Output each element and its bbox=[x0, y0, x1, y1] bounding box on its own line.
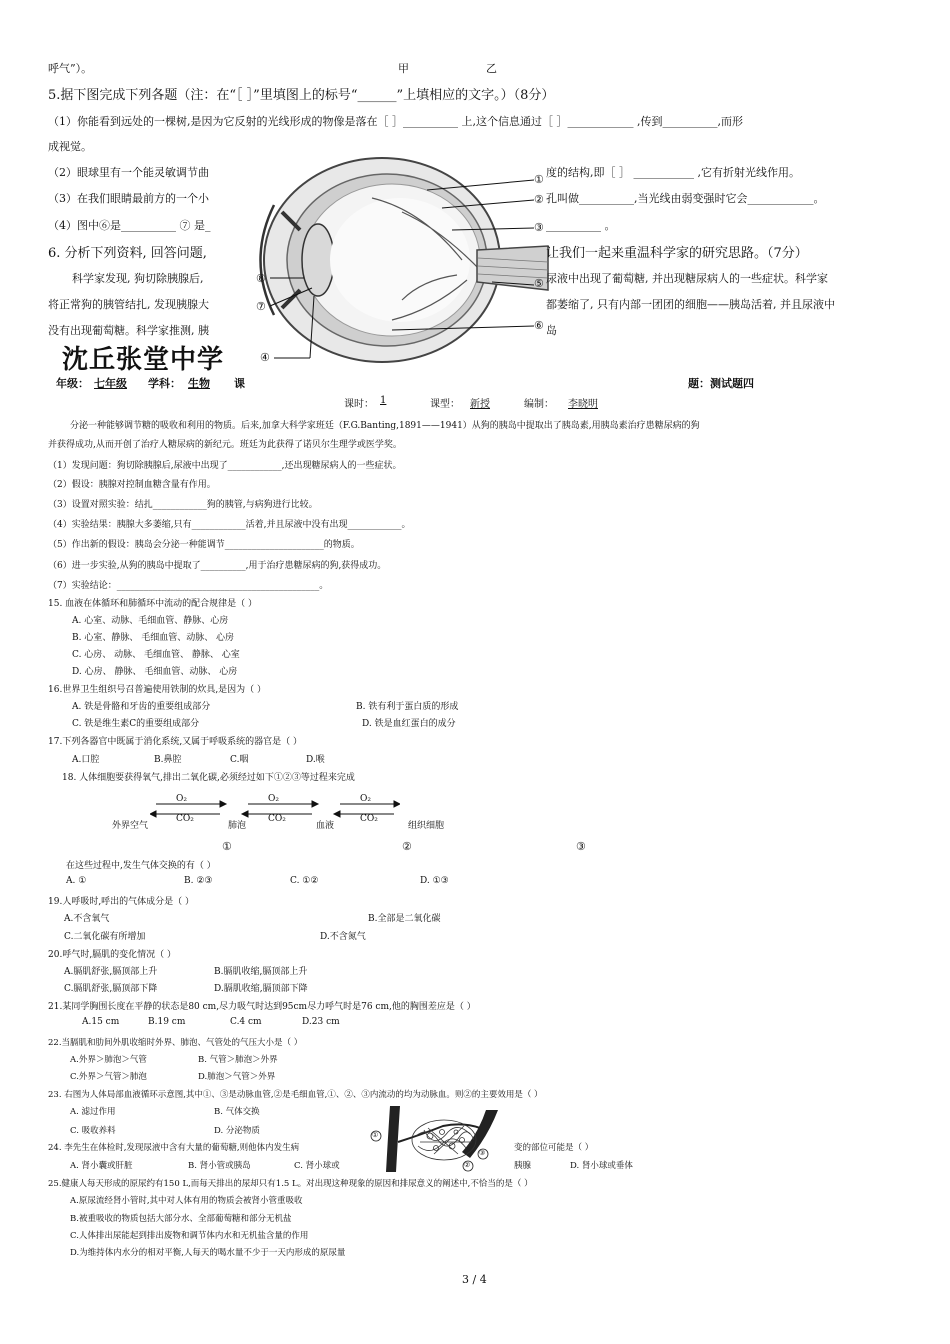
eye-label-1: ① bbox=[534, 173, 544, 186]
process-2-label: ② bbox=[402, 840, 412, 853]
q19-stem: 19.人呼吸时,呼出的气体成分是（ ） bbox=[48, 897, 195, 907]
q6-line2-left: 将正常狗的胰管结扎, 发现胰腺大 bbox=[48, 298, 209, 311]
lesson-label: 课 bbox=[234, 377, 245, 390]
period-value: 1 bbox=[380, 395, 387, 406]
q25-option-d: D.为维持体内水分的相对平衡,人每天的喝水量不少于一天内形成的原尿量 bbox=[70, 1248, 346, 1258]
q6-line1-left: 科学家发现, 狗切除胰腺后, bbox=[72, 272, 204, 285]
grade-label: 年级： bbox=[56, 377, 89, 390]
q23-option-d: D. 分泌物质 bbox=[214, 1126, 260, 1136]
eye-label-8: ⑧ bbox=[256, 272, 266, 285]
q6-line3-left: 没有出现葡萄糖。科学家推测, 胰 bbox=[48, 324, 209, 337]
process-1-label: ① bbox=[222, 840, 232, 853]
label-jia: 甲 bbox=[398, 62, 409, 75]
q23-option-c: C. 吸收养料 bbox=[70, 1126, 116, 1136]
fig-label-2: ② bbox=[464, 1161, 471, 1169]
q25-option-a: A.原尿流经肾小管时,其中对人体有用的物质会被肾小管重吸收 bbox=[70, 1196, 303, 1206]
school-name: 沈丘张堂中学 bbox=[62, 345, 225, 375]
q24-option-d: D. 肾小球或垂体 bbox=[570, 1161, 633, 1171]
q5-part1: （1）你能看到远处的一棵树,是因为它反射的光线形成的物像是落在［ ］__________ 上,这个信息通过［ ］____________ ,传到__________,而形 bbox=[48, 115, 743, 128]
grade-value: 七年级 bbox=[94, 377, 127, 390]
page-number: 3 / 4 bbox=[462, 1273, 487, 1286]
q16-option-a: A. 铁是骨骼和牙齿的重要组成部分 bbox=[72, 702, 211, 712]
q17-option-b: B.鼻腔 bbox=[154, 755, 182, 765]
q5-part3-left: （3）在我们眼睛最前方的一个小 bbox=[48, 192, 209, 205]
q5-part3-right: 孔叫做__________,当光线由弱变强时它会____________。 bbox=[546, 192, 825, 205]
q18-option-d: D. ①③ bbox=[420, 876, 449, 886]
passage-step-1: （1）发现问题：狗切除胰腺后,尿液中出现了____________,还出现糖尿病人的一些症状。 bbox=[48, 461, 402, 471]
q19-option-d: D.不含氮气 bbox=[320, 932, 366, 942]
q24-option-a: A. 肾小囊或肝脏 bbox=[70, 1161, 133, 1171]
o2-label-3: O₂ bbox=[360, 794, 371, 804]
q22-option-d: D.肺泡＞气管＞外界 bbox=[198, 1072, 276, 1082]
q21-stem: 21.某同学胸围长度在平静的状态是80 cm,尽力吸气时达到95cm尽力呼气时是76 cm,他的胸围差应是（ ） bbox=[48, 1002, 476, 1012]
alveoli-label: 肺泡 bbox=[228, 821, 247, 831]
fig-label-3: ③ bbox=[479, 1149, 486, 1157]
q22-option-c: C.外界＞气管＞肺泡 bbox=[70, 1072, 147, 1082]
o2-label-1: O₂ bbox=[176, 794, 187, 804]
q15-option-a: A. 心室、动脉、毛细血管、静脉、心房 bbox=[72, 616, 229, 626]
q15-stem: 15. 血液在体循环和肺循环中流动的配合规律是（ ） bbox=[48, 599, 258, 609]
passage-step-2: （2）假设：胰腺对控制血糖含量有作用。 bbox=[48, 480, 216, 490]
q17-option-c: C.咽 bbox=[230, 755, 249, 765]
q16-option-b: B. 铁有利于蛋白质的形成 bbox=[356, 702, 459, 712]
q15-option-d: D. 心房、 静脉、 毛细血管、动脉、 心房 bbox=[72, 667, 238, 677]
q19-option-c: C.二氧化碳有所增加 bbox=[64, 932, 146, 942]
q17-stem: 17.下列各器官中既属于消化系统,又属于呼吸系统的器官是（ ） bbox=[48, 737, 303, 747]
passage-step-7: （7）实验结论：_____________________________________________。 bbox=[48, 581, 329, 591]
co2-label-1: CO₂ bbox=[176, 814, 194, 824]
q21-option-d: D.23 cm bbox=[302, 1017, 340, 1027]
eye-label-3: ③ bbox=[534, 221, 544, 234]
q19-option-a: A.不含氧气 bbox=[64, 914, 110, 924]
capillary-diagram bbox=[368, 1106, 518, 1172]
subject-value: 生物 bbox=[188, 377, 210, 390]
q16-option-c: C. 铁是维生素C的重要组成部分 bbox=[72, 719, 200, 729]
q20-option-c: C.膈肌舒张,膈顶部下降 bbox=[64, 984, 158, 994]
q6-title-left: 6. 分析下列资料, 回答问题, bbox=[48, 246, 207, 261]
outside-air-label: 外界空气 bbox=[112, 821, 149, 831]
q21-option-b: B.19 cm bbox=[148, 1017, 186, 1027]
blood-label: 血液 bbox=[316, 821, 335, 831]
editor-value: 李晓明 bbox=[568, 399, 598, 410]
q20-stem: 20.呼气时,膈肌的变化情况（ ） bbox=[48, 950, 177, 960]
eye-label-7: ⑦ bbox=[256, 300, 266, 313]
q24-option-c-cont: 胰腺 bbox=[514, 1161, 532, 1171]
co2-label-2: CO₂ bbox=[268, 814, 286, 824]
fig-label-1: ① bbox=[372, 1131, 379, 1139]
q17-option-d: D.喉 bbox=[306, 755, 325, 765]
label-yi: 乙 bbox=[486, 62, 497, 75]
eye-diagram bbox=[252, 150, 552, 370]
q20-option-d: D.膈肌收缩,膈顶部下降 bbox=[214, 984, 308, 994]
type-value: 新授 bbox=[470, 399, 490, 410]
passage-step-5: （5）作出新的假设：胰岛会分泌一种能调节______________________的物质。 bbox=[48, 540, 360, 550]
q23-option-a: A. 滤过作用 bbox=[70, 1107, 116, 1117]
q6-line2-right: 都萎缩了, 只有内部一团团的细胞——胰岛活着, 并且尿液中 bbox=[546, 298, 835, 311]
q20-option-b: B.膈肌收缩,膈顶部上升 bbox=[214, 967, 308, 977]
prev-question-tail: 呼气”）。 bbox=[48, 62, 93, 75]
process-3-label: ③ bbox=[576, 840, 586, 853]
q6-line3-right: 岛 bbox=[546, 324, 557, 337]
topic-label: 题：测试题四 bbox=[688, 377, 754, 390]
q5-part1-cont: 成视觉。 bbox=[48, 140, 92, 153]
o2-label-2: O₂ bbox=[268, 794, 279, 804]
q18-option-b: B. ②③ bbox=[184, 876, 213, 886]
q25-option-c: C.人体排出尿能起到排出废物和调节体内水和无机盐含量的作用 bbox=[70, 1231, 309, 1241]
q24-option-c: C. 肾小球或 bbox=[294, 1161, 340, 1171]
subject-label: 学科： bbox=[148, 377, 181, 390]
q24-option-b: B. 肾小管或胰岛 bbox=[188, 1161, 251, 1171]
passage-line-1: 分泌一种能够调节糖的吸收和利用的物质。后来,加拿大科学家班廷（F.G.Banting,1891——1941）从狗的胰岛中提取出了胰岛素,用胰岛素治疗患糖尿病的狗 bbox=[70, 421, 700, 431]
q6-line1-right: 尿液中出现了葡萄糖, 并出现糖尿病人的一些症状。科学家 bbox=[546, 272, 828, 285]
q23-option-b: B. 气体交换 bbox=[214, 1107, 260, 1117]
q22-option-b: B. 气管＞肺泡＞外界 bbox=[198, 1055, 278, 1065]
q5-part2-left: （2）眼球里有一个能灵敏调节曲 bbox=[48, 166, 209, 179]
eye-label-5: ⑤ bbox=[534, 277, 544, 290]
q5-part4-right: __________ 。 bbox=[546, 219, 616, 232]
q20-option-a: A.膈肌舒张,膈顶部上升 bbox=[64, 967, 158, 977]
q22-option-a: A.外界＞肺泡＞气管 bbox=[70, 1055, 147, 1065]
type-label: 课型： bbox=[430, 399, 460, 410]
passage-line-2: 并获得成功,从而开创了治疗人糖尿病的新纪元。班廷为此获得了诺贝尔生理学或医学奖。 bbox=[48, 440, 402, 450]
q24-stem-left: 24. 李先生在体检时,发现尿液中含有大量的葡萄糖,则他体内发生病 bbox=[48, 1143, 300, 1153]
q5-part4-left: （4）图中⑥是__________ ⑦ 是_ bbox=[48, 219, 211, 232]
q17-option-a: A.口腔 bbox=[72, 755, 100, 765]
passage-step-3: （3）设置对照实验：结扎____________狗的胰管,与病狗进行比较。 bbox=[48, 500, 318, 510]
tissue-cells-label: 组织细胞 bbox=[408, 821, 445, 831]
passage-step-4: （4）实验结果：胰腺大多萎缩,只有____________活着,并且尿液中没有出现____________。 bbox=[48, 520, 411, 530]
eye-label-4: ④ bbox=[260, 351, 270, 364]
q25-option-b: B.被重吸收的物质包括大部分水、全部葡萄糖和部分无机盐 bbox=[70, 1214, 292, 1224]
eye-label-6: ⑥ bbox=[534, 319, 544, 332]
q21-option-c: C.4 cm bbox=[230, 1017, 262, 1027]
q16-option-d: D. 铁是血红蛋白的成分 bbox=[362, 719, 456, 729]
period-label: 课时： bbox=[344, 399, 374, 410]
q23-stem: 23. 右图为人体局部血液循环示意图,其中①、③是动脉血管,②是毛细血管,①、②、③内流动的均为动脉血。则②的主要效用是（ ） bbox=[48, 1090, 543, 1100]
q25-stem: 25.健康人每天形成的原尿约有150 L,而每天排出的尿却只有1.5 L。对出现这种现象的原因和排尿意义的阐述中,不恰当的是（ ） bbox=[48, 1179, 533, 1189]
q16-stem: 16.世界卫生组织号召普遍使用铁制的炊具,是因为（ ） bbox=[48, 685, 267, 695]
passage-step-6: （6）进一步实验,从狗的胰岛中提取了__________,用于治疗患糖尿病的狗,获得成功。 bbox=[48, 561, 387, 571]
q18-substem: 在这些过程中,发生气体交换的有（ ） bbox=[66, 861, 216, 871]
q15-option-b: B. 心室、静脉、 毛细血管、动脉、 心房 bbox=[72, 633, 235, 643]
q15-option-c: C. 心房、 动脉、 毛细血管、 静脉、 心室 bbox=[72, 650, 240, 660]
q22-stem: 22.当膈肌和肋间外肌收缩时外界、肺泡、气管处的气压大小是（ ） bbox=[48, 1038, 303, 1048]
q18-stem: 18. 人体细胞要获得氧气,排出二氧化碳,必须经过如下①②③等过程来完成 bbox=[62, 773, 355, 783]
q19-option-b: B.全部是二氧化碳 bbox=[368, 914, 441, 924]
q24-stem-right: 变的部位可能是（ ） bbox=[514, 1143, 594, 1153]
eye-label-2: ② bbox=[534, 193, 544, 206]
editor-label: 编制： bbox=[524, 399, 554, 410]
q18-option-c: C. ①② bbox=[290, 876, 319, 886]
q21-option-a: A.15 cm bbox=[82, 1017, 120, 1027]
q6-title-right: 让我们一起来重温科学家的研究思路。（7分） bbox=[546, 246, 808, 261]
q5-part2-right: 度的结构,即［ ］ ___________ ,它有折射光线作用。 bbox=[546, 166, 800, 179]
co2-label-3: CO₂ bbox=[360, 814, 378, 824]
q5-title: 5.据下图完成下列各题（注：在“［ ］”里填图上的标号“______”上填相应的文字。）（8分） bbox=[48, 88, 555, 103]
q18-option-a: A. ① bbox=[66, 876, 87, 886]
